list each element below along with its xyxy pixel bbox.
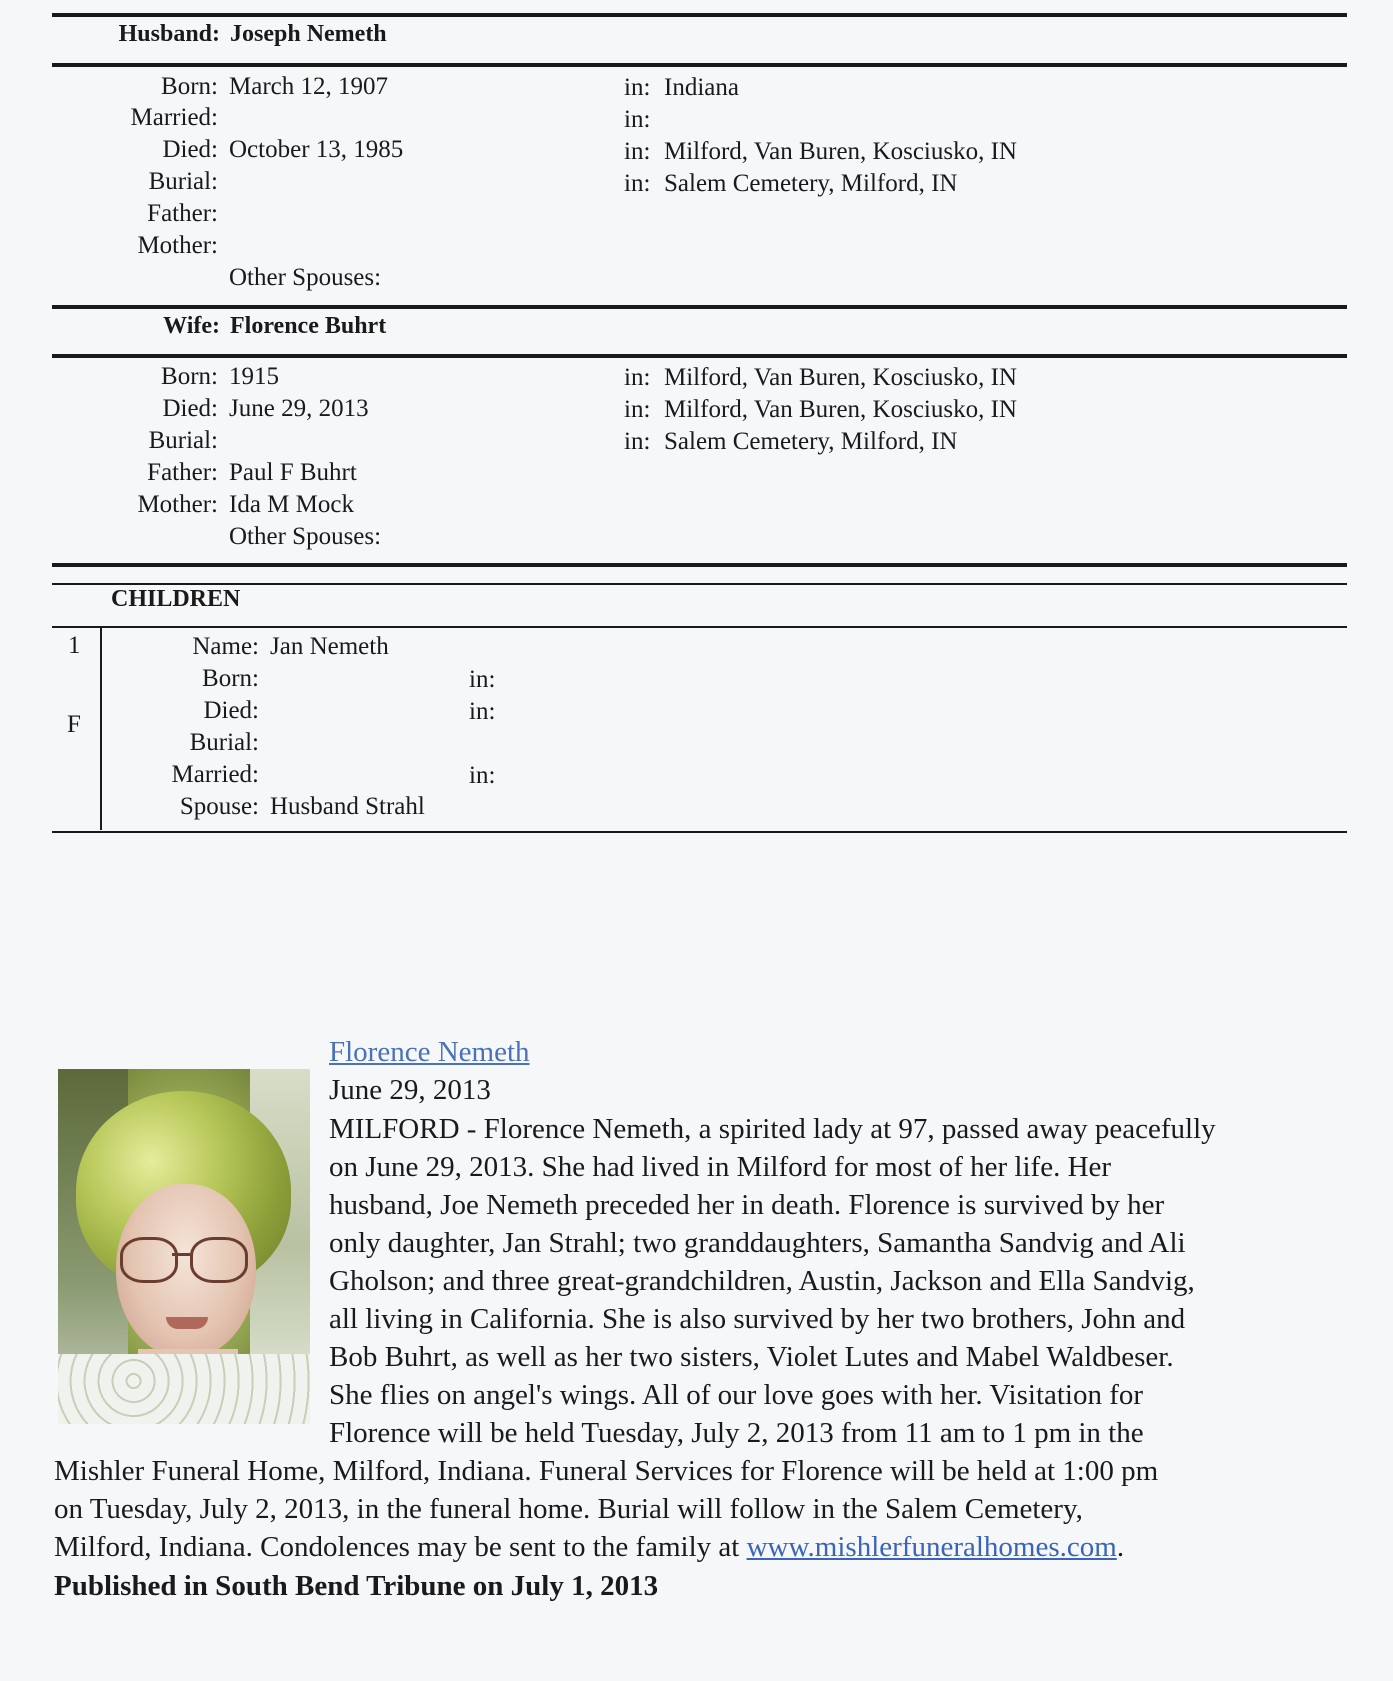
wife-died-label: Died: [162, 395, 218, 422]
child-burial-label: Burial: [189, 729, 259, 756]
child-born-in-label: in: [469, 666, 496, 693]
husband-born-place: Indiana [664, 74, 739, 101]
wife-mother-value: Ida M Mock [229, 491, 354, 518]
child-born-label: Born: [202, 665, 259, 692]
wife-burial-label: Burial: [148, 427, 218, 454]
husband-burial-in-label: in: [624, 170, 651, 197]
wife-mother-label: Mother: [137, 491, 218, 518]
obituary-line: Gholson; and three great-grandchildren, Austin, Jackson and Ella Sandvig, [329, 1265, 1195, 1297]
obituary-last-line [54, 1528, 1124, 1567]
child-died-in-label: in: [469, 698, 496, 725]
husband-born-date: March 12, 1907 [229, 73, 388, 100]
obituary-line: on Tuesday, July 2, 2013, in the funeral home. Burial will follow in the Salem Cemetery, [54, 1493, 1083, 1525]
husband-mother-label: Mother: [137, 232, 218, 259]
husband-born-in-label: in: [624, 74, 651, 101]
wife-burial-in-label: in: [624, 428, 651, 455]
wife-born-label: Born: [161, 363, 218, 390]
children-top-rule-thin [52, 583, 1347, 585]
obituary-photo [58, 1069, 310, 1424]
obituary-line: She flies on angel's wings. All of our love goes with her. Visitation for [329, 1379, 1144, 1411]
child-sex: F [67, 711, 81, 738]
children-header-rule [52, 626, 1347, 628]
husband-header-rule [52, 63, 1347, 67]
obituary-date: June 29, 2013 [329, 1074, 491, 1106]
child-spouse-value: Husband Strahl [270, 793, 425, 820]
funeral-home-website-link[interactable]: www.mishlerfuneralhomes.com [746, 1531, 1117, 1563]
wife-label: Wife: [163, 313, 220, 339]
husband-other-spouses-label: Other Spouses: [229, 264, 382, 291]
wife-died-place: Milford, Van Buren, Kosciusko, IN [664, 396, 1017, 423]
husband-died-place: Milford, Van Buren, Kosciusko, IN [664, 138, 1017, 165]
wife-born-in-label: in: [624, 364, 651, 391]
husband-died-label: Died: [162, 136, 218, 163]
obituary-line: MILFORD - Florence Nemeth, a spirited lady at 97, passed away peacefully [329, 1113, 1216, 1145]
child-name-value: Jan Nemeth [270, 633, 389, 660]
wife-died-date: June 29, 2013 [229, 395, 369, 422]
husband-died-in-label: in: [624, 138, 651, 165]
obituary-line: all living in California. She is also survived by her two brothers, John and [329, 1303, 1186, 1335]
wife-name: Florence Buhrt [230, 313, 387, 339]
child-spouse-label: Spouse: [179, 793, 259, 820]
obituary-line: Bob Buhrt, as well as her two sisters, Violet Lutes and Mabel Waldbeser. [329, 1341, 1174, 1373]
husband-father-label: Father: [147, 200, 218, 227]
obituary-line: only daughter, Jan Strahl; two granddaughters, Samantha Sandvig and Ali [329, 1227, 1186, 1259]
obituary-line: Mishler Funeral Home, Milford, Indiana. Funeral Services for Florence will be held at 1:00 pm [54, 1455, 1159, 1487]
top-rule [52, 13, 1347, 17]
wife-other-spouses-label: Other Spouses: [229, 523, 382, 550]
child-name-label: Name: [192, 633, 259, 660]
obituary-line: husband, Joe Nemeth preceded her in death. Florence is survived by her [329, 1189, 1165, 1221]
child-died-label: Died: [203, 697, 259, 724]
husband-born-label: Born: [161, 73, 218, 100]
wife-header-rule [52, 354, 1347, 358]
husband-name: Joseph Nemeth [230, 21, 387, 47]
child-married-label: Married: [171, 761, 259, 788]
husband-died-date: October 13, 1985 [229, 136, 404, 163]
obituary-line: on June 29, 2013. She had lived in Milford for most of her life. Her [329, 1151, 1112, 1183]
wife-header [52, 313, 412, 345]
husband-burial-place: Salem Cemetery, Milford, IN [664, 170, 958, 197]
husband-married-label: Married: [130, 104, 218, 131]
child-number: 1 [68, 632, 81, 659]
child-married-in-label: in: [469, 762, 496, 789]
obituary-last-line-period: . [1116, 1531, 1125, 1563]
husband-label: Husband: [118, 21, 220, 47]
husband-header [52, 21, 412, 53]
wife-father-label: Father: [147, 459, 218, 486]
wife-burial-place: Salem Cemetery, Milford, IN [664, 428, 958, 455]
husband-burial-label: Burial: [148, 168, 218, 195]
husband-married-in-label: in: [624, 106, 651, 133]
children-title: CHILDREN [111, 586, 241, 612]
children-column-divider [100, 627, 102, 830]
obituary-headline-link[interactable]: Florence Nemeth [329, 1036, 530, 1068]
wife-born-date: 1915 [229, 363, 279, 390]
obituary-last-line-text: Milford, Indiana. Condolences may be sent to the family at [54, 1531, 747, 1563]
wife-top-rule [52, 305, 1347, 309]
wife-father-value: Paul F Buhrt [229, 459, 357, 486]
children-bottom-rule [52, 831, 1347, 833]
obituary-line: Florence will be held Tuesday, July 2, 2013 from 11 am to 1 pm in the [329, 1417, 1144, 1449]
obituary-published-note: Published in South Bend Tribune on July 1, 2013 [54, 1570, 659, 1602]
children-top-rule-thick [52, 563, 1347, 567]
wife-died-in-label: in: [624, 396, 651, 423]
wife-born-place: Milford, Van Buren, Kosciusko, IN [664, 364, 1017, 391]
